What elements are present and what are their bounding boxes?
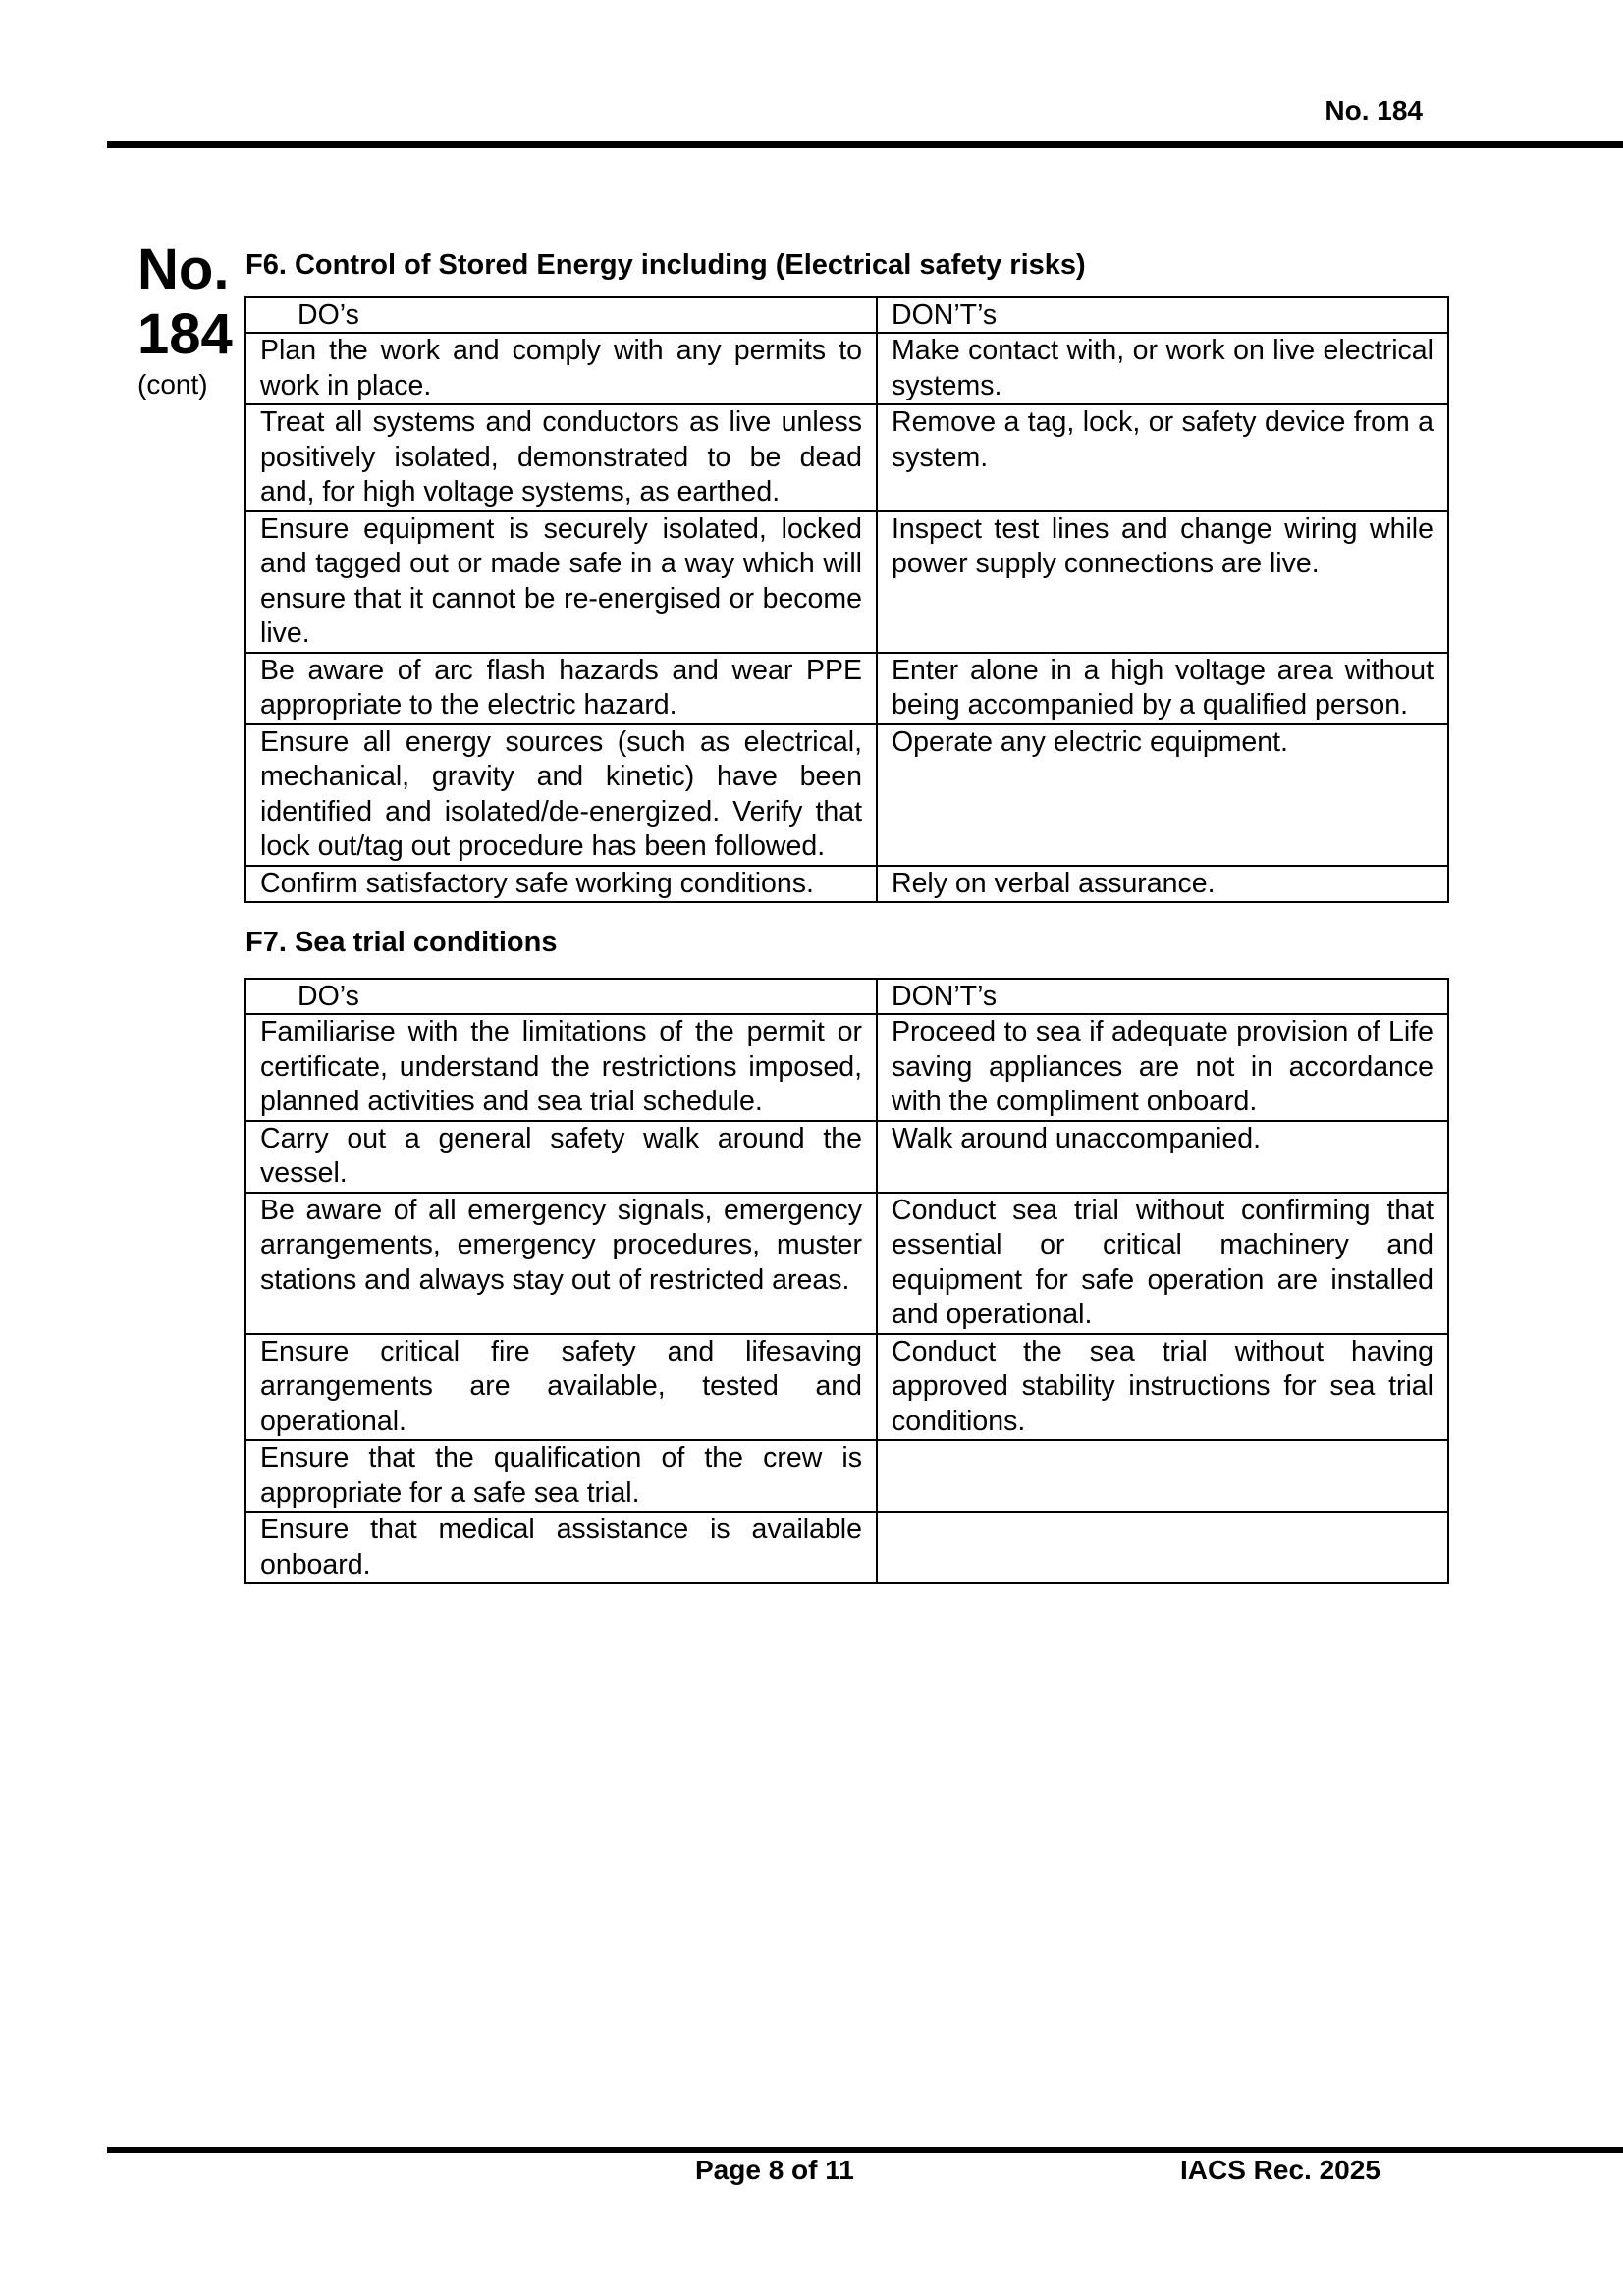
do-cell: Confirm satisfactory safe working conditions. [245,866,877,903]
do-cell: Familiarise with the limitations of the permit or certificate, understand the restrictions imposed, planned activities and sea trial schedule. [245,1014,877,1121]
sidebar-number: 184 [137,302,233,366]
section-title-f6: F6. Control of Stored Energy including (Electrical safety risks) [245,249,1086,281]
dont-cell: Operate any electric equipment. [877,724,1448,866]
f7-table [244,978,1449,1584]
table-row [245,1193,1448,1334]
sidebar-marker [137,238,236,402]
table-row [245,1014,1448,1121]
dont-cell: Walk around unaccompanied. [877,1121,1448,1193]
dos-label: DO’s [298,981,359,1012]
dont-cell: Rely on verbal assurance. [877,866,1448,903]
dont-cell: Conduct sea trial without confirming that essential or critical machinery and equipment for safe operation are installed and operational. [877,1193,1448,1334]
dont-cell [877,1440,1448,1512]
dont-cell: Make contact with, or work on live electrical systems. [877,333,1448,404]
do-cell: Be aware of all emergency signals, emergency arrangements, emergency procedures, muster stations and always stay out of restricted areas. [245,1193,877,1334]
do-cell: Ensure all energy sources (such as electrical, mechanical, gravity and kinetic) have been identified and isolated/de-energized. Verify that lock out/tag out procedure has been followed. [245,724,877,866]
dont-cell: Proceed to sea if adequate provision of Life saving appliances are not in accordance with the compliment onboard. [877,1014,1448,1121]
sidebar-cont: (cont) [137,369,208,400]
table-row [245,333,1448,404]
header-dos [245,979,877,1014]
donts-label: DON’T’s [892,299,998,331]
do-cell: Be aware of arc flash hazards and wear PPE appropriate to the electric hazard. [245,653,877,724]
table-header-row [245,297,1448,333]
header-rule [107,141,1623,148]
do-cell: Ensure that medical assistance is available onboard. [245,1512,877,1583]
table-header-row [245,979,1448,1014]
main-content [244,247,1449,1584]
dont-cell: Inspect test lines and change wiring while power supply connections are live. [877,511,1448,653]
table-row [245,866,1448,903]
do-cell: Ensure that the qualification of the crew is appropriate for a safe sea trial. [245,1440,877,1512]
table-row [245,1334,1448,1441]
table-row [245,1512,1448,1583]
table-row [245,653,1448,724]
dos-label: DO’s [298,299,359,331]
do-cell: Carry out a general safety walk around the vessel. [245,1121,877,1193]
recommendation-id: IACS Rec. 2025 [1180,2155,1380,2185]
dont-cell: Conduct the sea trial without having approved stability instructions for sea trial conditions. [877,1334,1448,1441]
sidebar-no: No. [137,238,230,301]
do-cell: Ensure equipment is securely isolated, locked and tagged out or made safe in a way which will ensure that it cannot be re-energised or become live. [245,511,877,653]
footer-rule [107,2147,1623,2153]
header-donts [877,979,1448,1014]
page-number: Page 8 of 11 [695,2155,854,2185]
dont-cell [877,1512,1448,1583]
f6-table [244,296,1449,903]
donts-label: DON’T’s [892,981,998,1012]
do-cell: Plan the work and comply with any permits to work in place. [245,333,877,404]
table-row [245,1440,1448,1512]
section-title-f7: F7. Sea trial conditions [245,927,558,958]
table-row [245,404,1448,511]
do-cell: Treat all systems and conductors as live unless positively isolated, demonstrated to be dead and, for high voltage systems, as earthed. [245,404,877,511]
header-dos [245,297,877,333]
table-row [245,511,1448,653]
table-row [245,724,1448,866]
table-row [245,1121,1448,1193]
dont-cell: Enter alone in a high voltage area without being accompanied by a qualified person. [877,653,1448,724]
header-donts [877,297,1448,333]
document-number: No. 184 [1325,95,1423,126]
do-cell: Ensure critical fire safety and lifesaving arrangements are available, tested and operational. [245,1334,877,1441]
dont-cell: Remove a tag, lock, or safety device from a system. [877,404,1448,511]
